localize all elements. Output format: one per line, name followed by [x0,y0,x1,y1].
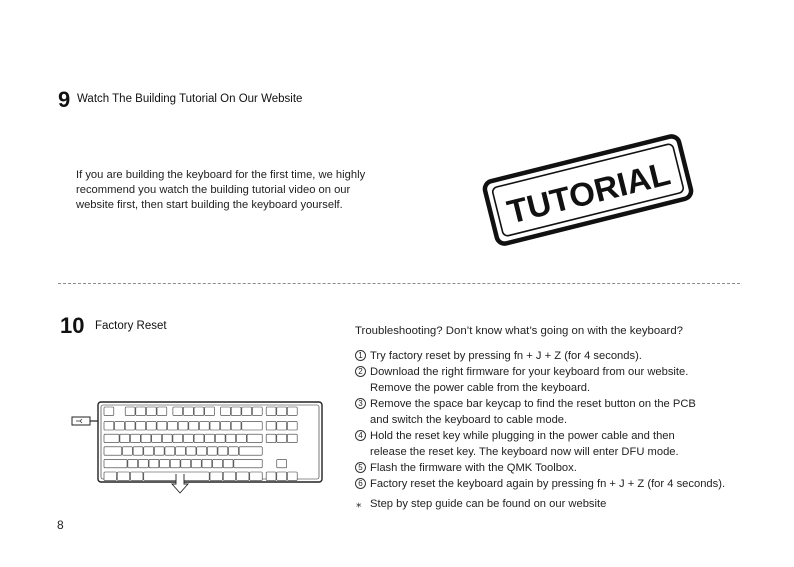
keycap [157,422,167,430]
keycap [277,434,287,442]
step-item [355,364,725,396]
keycap [266,407,276,415]
keycap [242,407,252,415]
keycap [266,472,276,480]
keycap [205,407,215,415]
step-line: and switch the keyboard to cable mode. [370,414,568,426]
section-10-number: 10 [60,313,85,338]
keycap [165,447,175,455]
keycap [250,472,262,480]
keycap [117,472,129,480]
keycap [277,459,287,467]
keycap [247,434,262,442]
keycap [146,422,156,430]
keycap [131,472,143,480]
keycap [229,447,239,455]
keycap [287,472,297,480]
keycap [210,472,222,480]
keycap [136,407,146,415]
section-9-title: Watch The Building Tutorial On Our Website [77,93,303,105]
keycap [237,472,249,480]
keycap [104,434,119,442]
keycap [194,434,204,442]
step-number-badge: 3 [355,398,366,409]
keycap [128,459,138,467]
step-item [355,460,725,476]
keycap [160,459,170,467]
keycap [287,422,297,430]
keyboard-illustration [70,398,330,494]
keycap [234,459,262,467]
keycap [266,422,276,430]
step-number-badge: 4 [355,430,366,441]
keycap [123,447,133,455]
step-line: Download the right firmware for your keyboard from our website. [370,366,689,378]
step-line: Remove the space bar keycap to find the reset button on the PCB [370,398,696,410]
step-number-badge: 1 [355,350,366,361]
step-item [355,476,725,492]
keycap [131,434,141,442]
keycap [218,447,228,455]
keycap [173,434,183,442]
step-number-badge: 2 [355,366,366,377]
keycap [178,422,188,430]
keycap [277,472,287,480]
step-item [355,348,725,364]
page-number: 8 [57,518,64,532]
keycap [149,459,159,467]
step-number-badge: 5 [355,462,366,473]
keycap [223,472,235,480]
note-text: Step by step guide can be found on our website [370,498,607,510]
keycap [186,447,196,455]
keycap [210,422,220,430]
keycap [162,434,172,442]
keycap [207,447,217,455]
keycap [205,434,215,442]
keycap [287,434,297,442]
keycap [226,434,236,442]
keycap [242,422,262,430]
keycap [144,447,154,455]
section-divider [58,283,740,284]
keycap [221,422,231,430]
troubleshooting-question: Troubleshooting? Don’t know what’s going on with the keyboard? [355,325,684,337]
step-line: Hold the reset key while plugging in the power cable and then [370,430,675,442]
note-item [355,496,725,512]
keycap [231,422,241,430]
step-line: Try factory reset by pressing fn + J + Z (for 4 seconds). [370,350,642,362]
keycap [184,434,194,442]
step-line: release the reset key. The keyboard now will enter DFU mode. [370,446,679,458]
step-line: Flash the firmware with the QMK Toolbox. [370,462,577,474]
keycap [104,459,127,467]
keycap [125,422,135,430]
section-9-paragraph [76,168,365,213]
keycap [168,422,178,430]
keycap [104,422,114,430]
keycap [237,434,247,442]
keycap [181,459,191,467]
stamp-text: TUTORIAL [503,154,674,231]
step-item [355,428,725,460]
keycap [189,422,199,430]
keycap [266,434,276,442]
reset-steps-list [355,348,725,512]
keycap [223,459,233,467]
keycap [120,434,130,442]
step-item [355,396,725,428]
keycap [154,447,164,455]
section-9-number: 9 [58,87,71,112]
keycap [215,434,225,442]
keycap [170,459,180,467]
keycap [191,459,201,467]
keycap [199,422,209,430]
keycap [176,447,186,455]
keycap [115,422,125,430]
keycap [252,407,262,415]
keycap [173,407,183,415]
keycap [104,447,122,455]
paragraph-line: recommend you watch the building tutorial video on our [76,184,351,196]
paragraph-line: If you are building the keyboard for the first time, we highly [76,169,366,181]
section-10-title: Factory Reset [95,320,167,332]
tutorial-stamp [474,128,702,252]
keycap [231,407,241,415]
keycap [287,407,297,415]
keycap [194,407,204,415]
keycap [197,447,207,455]
step-number-badge: 6 [355,478,366,489]
keycap [277,407,287,415]
keycap [157,407,167,415]
keycap [125,407,135,415]
step-line: Factory reset the keyboard again by pressing fn + J + Z (for 4 seconds). [370,478,726,490]
keycap [133,447,143,455]
keycap [277,422,287,430]
step-line: Remove the power cable from the keyboard. [370,382,591,394]
keycap [146,407,156,415]
asterisk-icon: ⁎ [356,498,362,510]
keycap [104,407,114,415]
keycap [138,459,148,467]
keycap [184,407,194,415]
keycap [141,434,151,442]
keycap [202,459,212,467]
usb-plug [72,417,90,425]
keycap [221,407,231,415]
keycap [239,447,262,455]
keycap [213,459,223,467]
keycap [152,434,162,442]
keycap [136,422,146,430]
keycap [104,472,116,480]
paragraph-line: website first, then start building the keyboard yourself. [76,199,343,211]
